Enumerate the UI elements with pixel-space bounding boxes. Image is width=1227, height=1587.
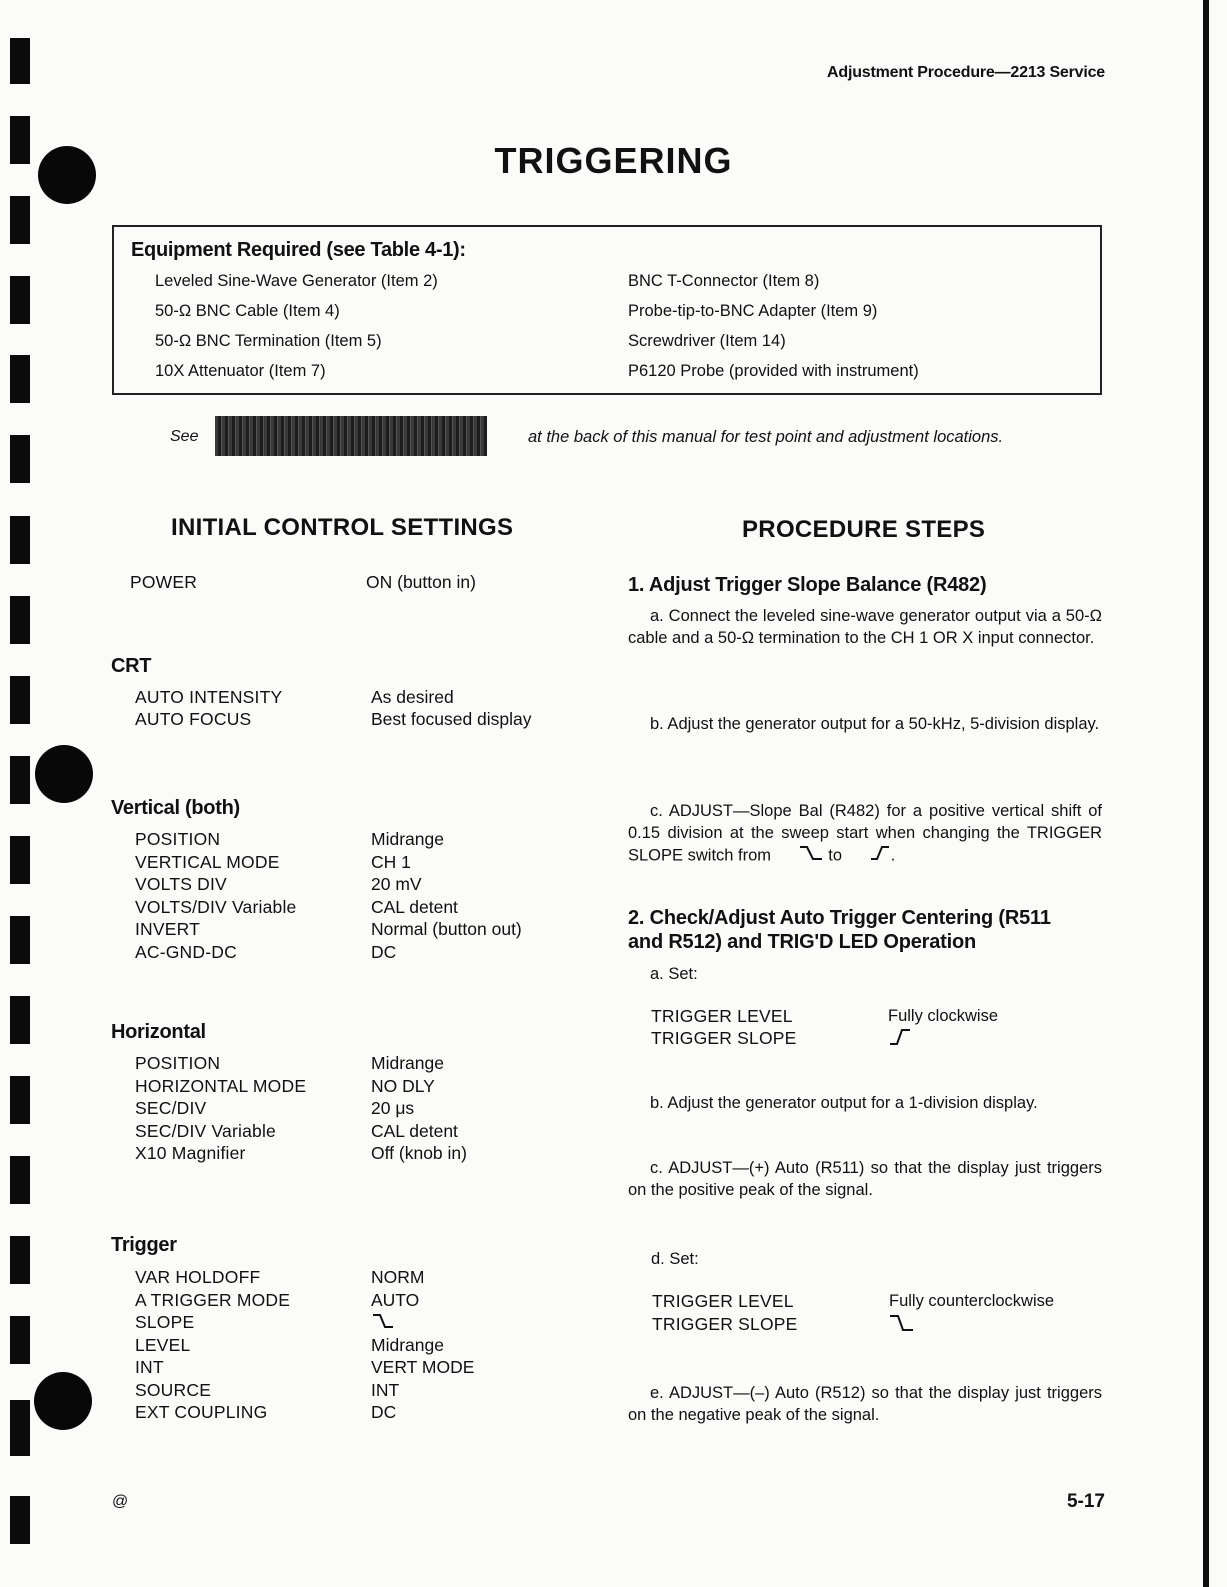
setting-value: AUTO (371, 1289, 420, 1310)
setting-label: VOLTS DIV (135, 874, 227, 894)
binder-mark (10, 1076, 30, 1124)
setting-label: VERTICAL MODE (135, 851, 280, 872)
setting-label: POSITION (135, 829, 221, 849)
step-1b-text: b. Adjust the generator output for a 50-kHz, 5-division display. (650, 715, 1100, 733)
setting-value: Off (knob in) (371, 1143, 467, 1163)
binder-mark (10, 996, 30, 1044)
equipment-item: 50-Ω BNC Cable (Item 4) (155, 302, 340, 320)
equipment-item: BNC T-Connector (Item 8) (628, 272, 820, 290)
binder-mark (10, 676, 30, 724)
page-number: 5-17 (1066, 1491, 1105, 1512)
setting-label: INT (135, 1357, 164, 1377)
setting-label: VOLTS/DIV Variable (135, 896, 297, 917)
setting-value: Best focused display (371, 709, 532, 729)
setting-label: SEC/DIV (135, 1098, 207, 1118)
equipment-heading: Equipment Required (see Table 4-1): (131, 239, 466, 261)
negative-slope-icon (776, 844, 824, 868)
trigger-values (371, 1266, 474, 1424)
binder-mark (10, 836, 30, 884)
step-1c-end: . (890, 846, 896, 865)
setting-value: CH 1 (371, 851, 411, 872)
positive-slope-icon (888, 1026, 914, 1053)
setting-value: ON (button in) (366, 572, 476, 592)
punch-hole (34, 1372, 92, 1430)
page-edge-shadow (1203, 0, 1209, 1587)
setting-label: TRIGGER LEVEL (652, 1291, 794, 1311)
setting-label: TRIGGER LEVEL (651, 1006, 793, 1026)
setting-value: Fully counterclockwise (889, 1292, 1055, 1310)
equipment-item: 10X Attenuator (Item 7) (155, 362, 326, 380)
setting-value: NORM (371, 1267, 425, 1287)
setting-value: CAL detent (371, 896, 458, 917)
group-heading-crt: CRT (111, 655, 152, 677)
setting-value: Midrange (371, 829, 444, 849)
step-2-heading-line-2: and R512) and TRIG'D LED Operation (628, 931, 976, 953)
step-2-heading-line-1: 2. Check/Adjust Auto Trigger Centering (R511 (628, 907, 1051, 929)
step-1c-text (628, 800, 1102, 868)
binder-mark (10, 1400, 30, 1456)
setting-label: POSITION (135, 1053, 221, 1073)
binder-mark (10, 1496, 30, 1544)
punch-hole (35, 745, 93, 803)
setting-value: VERT MODE (371, 1357, 475, 1377)
page-title: TRIGGERING (494, 140, 733, 181)
setting-value: INT (371, 1379, 400, 1400)
setting-value: Midrange (371, 1334, 444, 1355)
setting-label: AUTO FOCUS (135, 709, 252, 729)
setting-label: EXT COUPLING (135, 1402, 268, 1422)
step-1a-text: a. Connect the leveled sine-wave generator output via a 50-Ω cable and a 50-Ω termination to the CH 1 OR X input connector. (628, 607, 1102, 647)
step-2a-text: a. Set: (650, 965, 698, 983)
negative-slope-icon (371, 1311, 474, 1334)
step-1c-body: c. ADJUST—Slope Bal (R482) for a positive vertical shift of 0.15 division at the sweep start when changing the TRIGGER SLOPE switch from (628, 802, 1102, 865)
horizontal-values (371, 1052, 467, 1165)
setting-label: TRIGGER SLOPE (651, 1028, 797, 1048)
vertical-labels (135, 828, 297, 963)
binder-mark (10, 38, 30, 84)
group-heading-vertical: Vertical (both) (111, 797, 240, 819)
equipment-item: Leveled Sine-Wave Generator (Item 2) (155, 272, 438, 290)
binder-mark (10, 916, 30, 964)
setting-label: SEC/DIV Variable (135, 1120, 276, 1141)
horizontal-labels (135, 1052, 306, 1165)
binder-mark (10, 276, 30, 324)
setting-value: Midrange (371, 1053, 444, 1073)
binder-mark (10, 1236, 30, 1284)
setting-label: TRIGGER SLOPE (652, 1314, 798, 1334)
step-1c-to: to (828, 846, 842, 865)
see-note-suffix: at the back of this manual for test point and adjustment locations. (528, 428, 1004, 446)
initial-settings-title: INITIAL CONTROL SETTINGS (171, 514, 514, 541)
setting-value: Fully clockwise (888, 1007, 999, 1025)
equipment-item: P6120 Probe (provided with instrument) (628, 362, 919, 380)
setting-value: As desired (371, 687, 454, 707)
setting-value: 20 μs (371, 1098, 415, 1118)
binder-mark (10, 1156, 30, 1204)
setting-value: NO DLY (371, 1075, 435, 1096)
binder-mark (10, 1316, 30, 1364)
setting-label: POWER (130, 572, 198, 592)
binder-mark (10, 355, 30, 403)
negative-slope-icon (888, 1312, 916, 1339)
vertical-values (371, 828, 522, 963)
setting-value: CAL detent (371, 1120, 458, 1141)
group-heading-trigger: Trigger (111, 1234, 177, 1256)
setting-value: Normal (button out) (371, 919, 522, 939)
setting-value: DC (371, 1402, 397, 1422)
trigger-labels (135, 1266, 290, 1424)
setting-label: INVERT (135, 919, 201, 939)
setting-value: DC (371, 941, 397, 962)
footer-mark: @ (112, 1493, 129, 1510)
step-2c-text: c. ADJUST—(+) Auto (R511) so that the display just triggers on the positive peak of the signal. (628, 1159, 1102, 1199)
setting-label: AUTO INTENSITY (135, 687, 283, 707)
binder-mark (10, 596, 30, 644)
running-header: Adjustment Procedure—2213 Service (827, 64, 1105, 81)
step-2b-text: b. Adjust the generator output for a 1-division display. (650, 1094, 1038, 1112)
setting-label: SLOPE (135, 1312, 195, 1332)
procedure-steps-title: PROCEDURE STEPS (742, 516, 986, 543)
see-note-prefix: See (170, 428, 199, 445)
step-2d-text: d. Set: (651, 1250, 699, 1268)
redacted-reference (215, 416, 487, 456)
binder-mark (10, 435, 30, 483)
equipment-item: Screwdriver (Item 14) (628, 332, 786, 350)
binder-mark (10, 756, 30, 804)
step-1-heading: 1. Adjust Trigger Slope Balance (R482) (628, 574, 987, 596)
setting-label: X10 Magnifier (135, 1143, 246, 1163)
setting-value: 20 mV (371, 874, 422, 894)
positive-slope-icon (847, 844, 891, 868)
setting-label: A TRIGGER MODE (135, 1289, 291, 1310)
setting-label: HORIZONTAL MODE (135, 1075, 307, 1096)
equipment-item: Probe-tip-to-BNC Adapter (Item 9) (628, 302, 878, 320)
group-heading-horizontal: Horizontal (111, 1021, 206, 1043)
setting-label: VAR HOLDOFF (135, 1267, 261, 1287)
binder-mark (10, 196, 30, 244)
setting-label: LEVEL (135, 1334, 191, 1355)
step-2e-text: e. ADJUST—(–) Auto (R512) so that the display just triggers on the negative peak of the signal. (628, 1384, 1102, 1424)
setting-label: AC-GND-DC (135, 941, 237, 962)
binder-mark (10, 516, 30, 564)
equipment-item: 50-Ω BNC Termination (Item 5) (155, 332, 382, 350)
setting-label: SOURCE (135, 1379, 212, 1400)
